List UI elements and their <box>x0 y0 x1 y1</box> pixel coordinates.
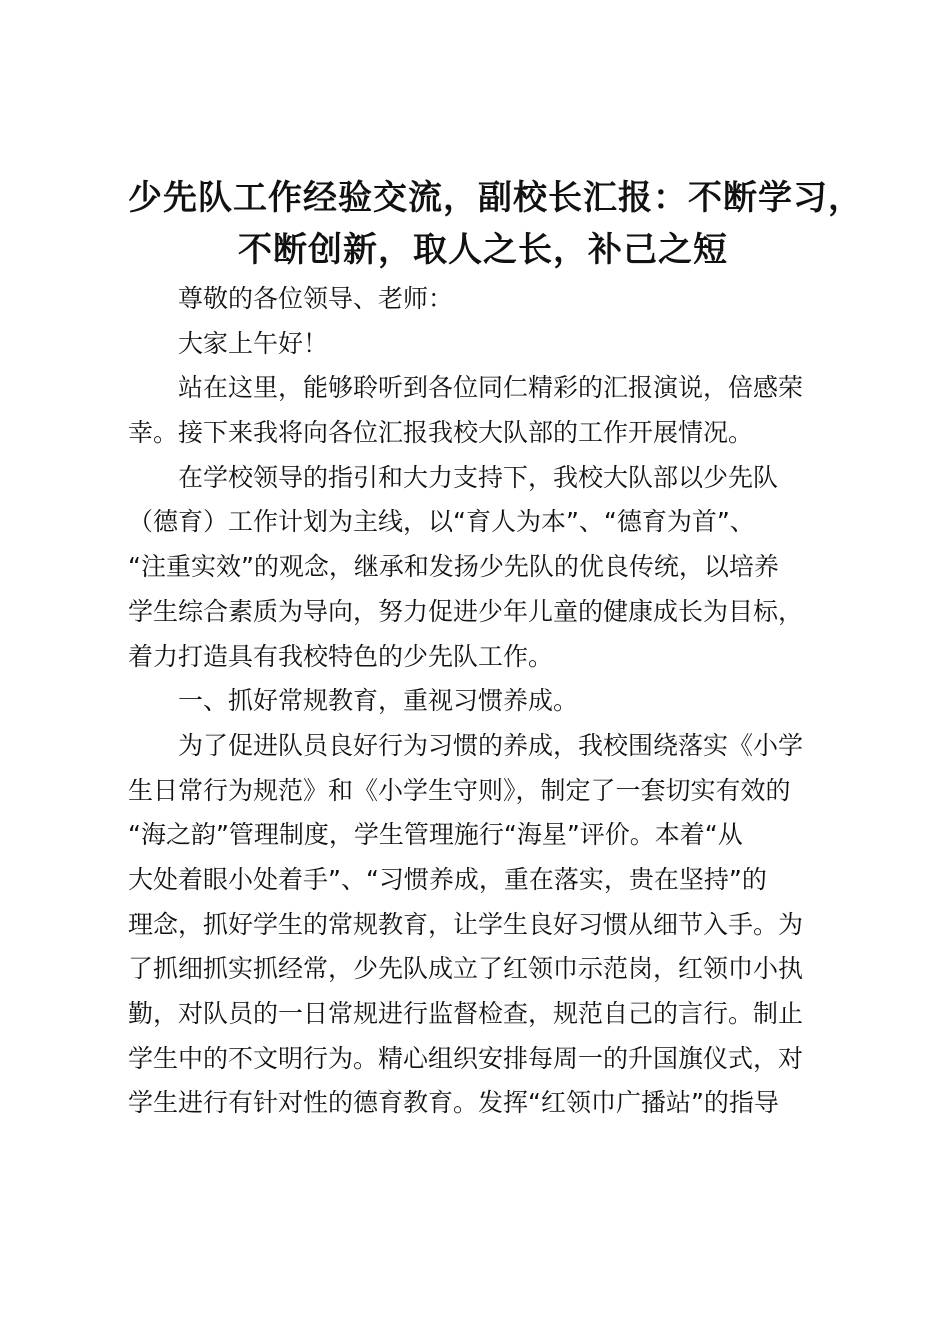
paragraph-line: 为了促进队员良好行为习惯的养成，我校围绕落实《小学 <box>178 730 804 760</box>
paragraph-line: 学生进行有针对性的德育教育。发挥“红领巾广播站”的指导 <box>128 1088 779 1118</box>
paragraph-line: 学生中的不文明行为。精心组织安排每周一的升国旗仪式，对 <box>128 1043 804 1073</box>
paragraph-line: 了抓细抓实抓经常，少先队成立了红领巾示范岗，红领巾小执 <box>128 954 804 984</box>
document-title-line-2: 不断创新，取人之长，补己之短 <box>238 230 728 270</box>
paragraph-line: 幸。接下来我将向各位汇报我校大队部的工作开展情况。 <box>128 418 754 448</box>
paragraph-line: 着力打造具有我校特色的少先队工作。 <box>128 641 554 671</box>
section-heading: 一、抓好常规教育，重视习惯养成。 <box>178 686 579 716</box>
document-title-line-1: 少先队工作经验交流，副校长汇报：不断学习， <box>128 178 863 218</box>
paragraph-line: 勤，对队员的一日常规进行监督检查，规范自己的言行。制止 <box>128 999 804 1028</box>
paragraph-line: “海之韵”管理制度，学生管理施行“海星”评价。本着“从 <box>128 820 743 850</box>
paragraph-line: （德育）工作计划为主线，以“育人为本”、“德育为首”、 <box>128 507 755 537</box>
paragraph-line: 在学校领导的指引和大力支持下，我校大队部以少先队 <box>178 462 779 492</box>
greeting-line: 大家上午好！ <box>178 328 329 358</box>
paragraph-line: 理念，抓好学生的常规教育，让学生良好习惯从细节入手。为 <box>128 909 804 939</box>
paragraph-line: 站在这里，能够聆听到各位同仁精彩的汇报演说，倍感荣 <box>178 373 804 403</box>
paragraph-line: 生日常行为规范》和《小学生守则》，制定了一套切实有效的 <box>128 775 791 805</box>
document-body <box>128 277 838 1126</box>
salutation-line: 尊敬的各位领导、老师： <box>178 284 454 313</box>
paragraph-line: 大处着眼小处着手”、“习惯养成，重在落实，贵在坚持”的 <box>128 864 767 894</box>
paragraph-line: “注重实效”的观念，继承和发扬少先队的优良传统，以培养 <box>128 552 779 582</box>
paragraph-line: 学生综合素质为导向，努力促进少年儿童的健康成长为目标， <box>128 596 804 626</box>
